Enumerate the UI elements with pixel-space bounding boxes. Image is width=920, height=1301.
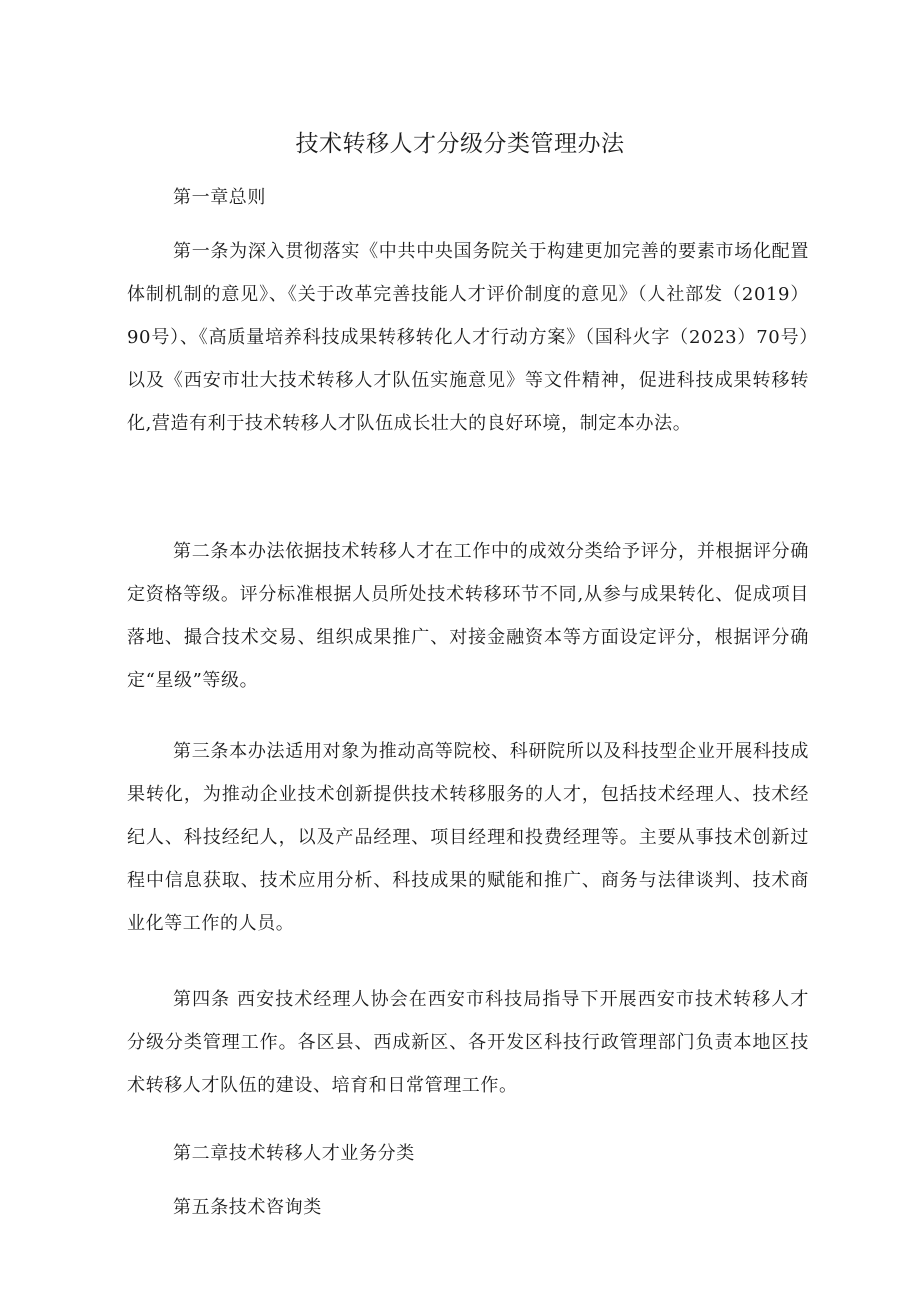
article-5-heading: 第五条技术咨询类 bbox=[173, 1197, 322, 1218]
document-title: 技术转移人才分级分类管理办法 bbox=[295, 131, 625, 157]
article-1: 第一条为深入贯彻落实《中共中央国务院关于构建更加完善的要素市场化配置体制机制的意见》、《关于改革完善技能人才评价制度的意见》（人社部发（2019）90号）、《高质量培养科技成果转移转化人才行动方案》（国科火字（2023）70号）以及《西安市壮大技术转移人才队伍实施意见》等文件精神，促进科技成果转移转化,营造有利于技术转移人才队伍成长壮大的良好环境，制定本办法。 bbox=[127, 241, 809, 434]
article-2: 第二条本办法依据技术转移人才在工作中的成效分类给予评分，并根据评分确定资格等级。评分标准根据人员所处技术转移环节不同,从参与成果转化、促成项目落地、撮合技术交易、组织成果推广、对接金融资本等方面设定评分，根据评分确定“星级”等级。 bbox=[127, 541, 809, 691]
article-4: 第四条 西安技术经理人协会在西安市科技局指导下开展西安市技术转移人才分级分类管理工作。各区县、西成新区、各开发区科技行政管理部门负责本地区技术转移人才队伍的建设、培育和日常管理工作。 bbox=[127, 989, 809, 1096]
chapter-heading-1: 第一章总则 bbox=[173, 187, 266, 208]
article-3: 第三条本办法适用对象为推动高等院校、科研院所以及科技型企业开展科技成果转化，为推动企业技术创新提供技术转移服务的人才，包括技术经理人、技术经纪人、科技经纪人，以及产品经理、项目经理和投费经理等。主要从事技术创新过程中信息获取、技术应用分析、科技成果的赋能和推广、商务与法律谈判、技术商业化等工作的人员。 bbox=[127, 741, 809, 934]
chapter-heading-2: 第二章技术转移人才业务分类 bbox=[173, 1143, 415, 1164]
